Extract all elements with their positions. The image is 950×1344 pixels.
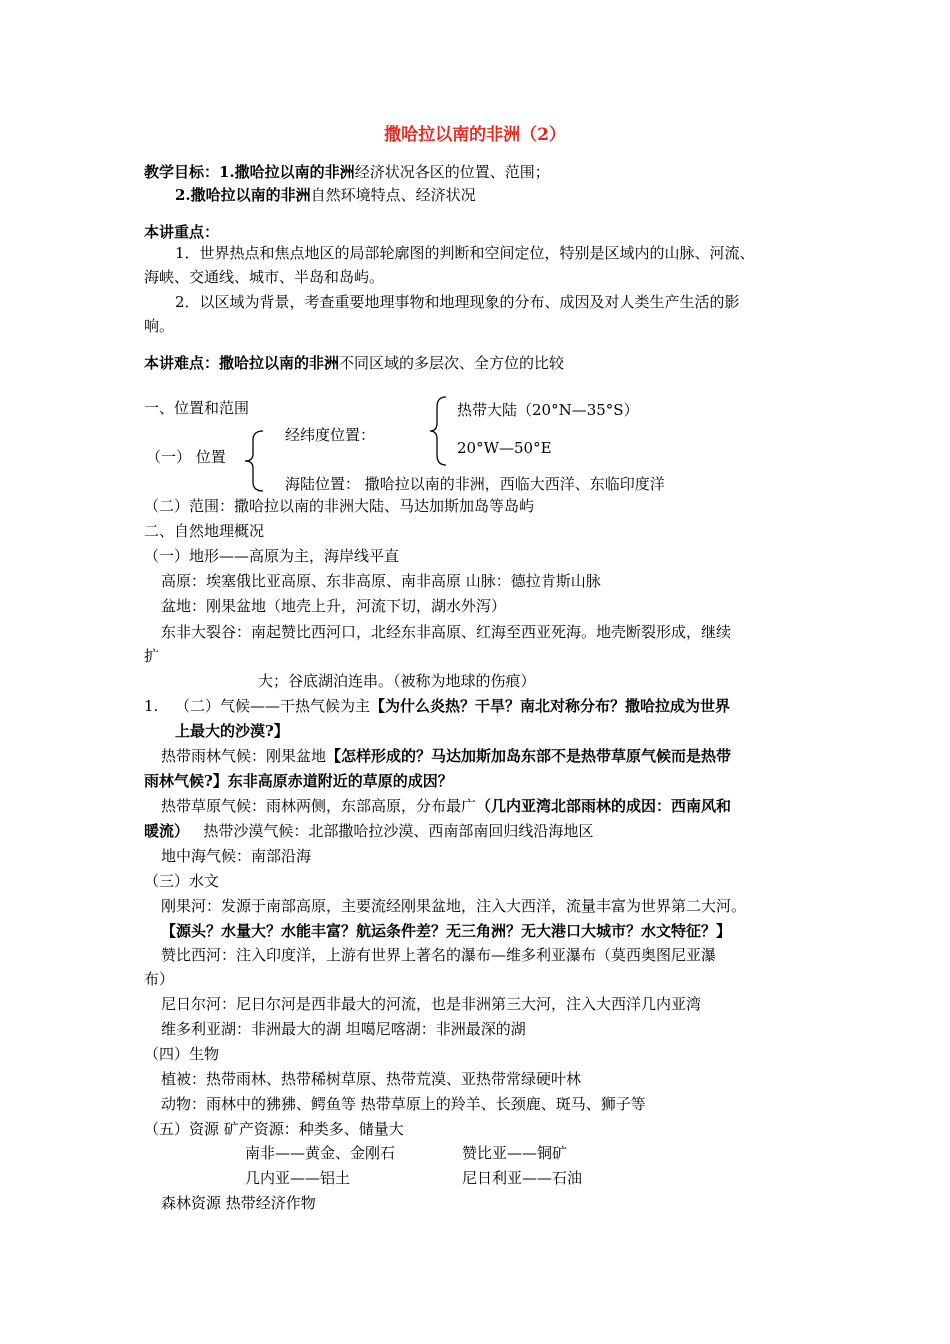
- savanna-question-2: 暖流）: [144, 822, 190, 840]
- key-points-label: 本讲重点：: [144, 223, 220, 241]
- objective-1-bold: 1.撒哈拉以南的非洲: [219, 163, 355, 181]
- resource-zambia: 赞比亚——铜矿: [462, 1144, 568, 1162]
- mediterranean-climate: 地中海气候：南部沿海: [161, 847, 312, 865]
- savanna-question: （几内亚湾北部雨林的成因：西南风和: [476, 797, 732, 815]
- objectives-line-1: [144, 162, 550, 182]
- rainforest-line: [161, 746, 731, 766]
- rainforest-question-2: 雨林气候?】东非高原赤道附近的草原的成因？: [144, 772, 453, 790]
- sea-land-position: 海陆位置： 撒哈拉以南的非洲，西临大西洋、东临印度洋: [285, 475, 665, 493]
- objective-2-text: 自然环境特点、经济状况: [310, 186, 476, 204]
- resource-nigeria: 尼日利亚——石油: [462, 1169, 583, 1187]
- key-point-2-line-1: 2．以区域为背景，考查重要地理事物和地理现象的分布、成因及对人类生产生活的影: [175, 293, 740, 311]
- savanna-text: 热带草原气候：雨林两侧，东部高原，分布最广: [161, 797, 477, 815]
- resource-guinea: 几内亚——铝土: [245, 1169, 351, 1187]
- terrain-basin: 盆地：刚果盆地（地壳上升，河流下切，湖水外泻）: [161, 597, 507, 615]
- page-title: 撒哈拉以南的非洲（2）: [384, 125, 566, 145]
- rainforest-question: 【怎样形成的？马达加斯加岛东部不是热带草原气候而是热带: [326, 747, 732, 765]
- longitude-range: 20°W—50°E: [457, 439, 552, 457]
- difficulty-label: 本讲难点：撒哈拉以南的非洲: [144, 354, 340, 372]
- position-label: （一） 位置: [146, 448, 226, 466]
- climate-heading-text: （二）气候——干热气候为主: [175, 697, 371, 715]
- latitude-range: 热带大陆（20°N—35°S）: [457, 401, 639, 419]
- congo-river: 刚果河：发源于南部高原，主要流经刚果盆地，注入大西洋，流量丰富为世界第二大河。: [161, 897, 747, 915]
- objectives-label: 教学目标：: [144, 163, 220, 181]
- key-point-1-line-2: 海峡、交通线、城市、半岛和岛屿。: [144, 268, 385, 286]
- lakes-line: 维多利亚湖：非洲最大的湖 坦噶尼喀湖：非洲最深的湖: [161, 1020, 526, 1038]
- section-2-heading: 二、自然地理概况: [144, 522, 265, 540]
- biology-heading: （四）生物: [144, 1045, 220, 1063]
- desert-climate: 热带沙漠气候：北部撒哈拉沙漠、西南部南回归线沿海地区: [189, 822, 594, 840]
- congo-questions: 【源头？水量大？水能丰富？航运条件差？无三角洲？无大港口大城市？水文特征？】: [161, 922, 732, 940]
- latlon-label: 经纬度位置：: [285, 426, 376, 444]
- rift-line-2: 扩: [144, 647, 160, 665]
- difficulty-line: [144, 353, 564, 373]
- animals-line: 动物：雨林中的狒狒、鳄鱼等 热带草原上的羚羊、长颈鹿、斑马、狮子等: [161, 1095, 646, 1113]
- terrain-plateau: 高原：埃塞俄比亚高原、东非高原、南非高原 山脉：德拉肯斯山脉: [161, 572, 601, 590]
- climate-heading: [175, 696, 730, 716]
- objective-1-text: 经济状况各区的位置、范围；: [354, 163, 550, 181]
- key-point-2-line-2: 响。: [144, 317, 175, 335]
- brace-large: [243, 430, 265, 492]
- zambezi-line-1: 赞比西河：注入印度洋，上游有世界上著名的瀑布—维多利亚瀑布（莫西奥图尼亚瀑: [161, 946, 717, 964]
- brace-small: [428, 396, 448, 466]
- difficulty-text: 不同区域的多层次、全方位的比较: [339, 354, 565, 372]
- hydrology-heading: （三）水文: [144, 872, 220, 890]
- vegetation-line: 植被：热带雨林、热带稀树草原、热带荒漠、亚热带常绿硬叶林: [161, 1070, 582, 1088]
- objectives-line-2: [175, 185, 476, 205]
- niger-river: 尼日尔河：尼日尔河是西非最大的河流，也是非洲第三大河，注入大西洋几内亚湾: [161, 995, 702, 1013]
- scope-line: （二）范围：撒哈拉以南的非洲大陆、马达加斯加岛等岛屿: [144, 497, 535, 515]
- resource-south-africa: 南非——黄金、金刚石: [245, 1144, 396, 1162]
- climate-question-2: 上最大的沙漠?】: [175, 722, 289, 740]
- savanna-line: [161, 796, 731, 816]
- section-1-heading: 一、位置和范围: [144, 399, 250, 417]
- objective-2-bold: 2.撒哈拉以南的非洲: [175, 186, 311, 204]
- key-point-1-line-1: 1．世界热点和焦点地区的局部轮廓图的判断和空间定位，特别是区域内的山脉、河流、: [175, 244, 755, 262]
- zambezi-line-2: 布）: [144, 970, 175, 988]
- rainforest-text: 热带雨林气候：刚果盆地: [161, 747, 327, 765]
- terrain-heading: （一）地形——高原为主，海岸线平直: [144, 547, 400, 565]
- rift-line-1: 东非大裂谷：南起赞比西河口，北经东非高原、红海至西亚死海。地壳断裂形成，继续: [161, 623, 732, 641]
- climate-question: 【为什么炎热？干旱？南北对称分布？撒哈拉成为世界: [370, 697, 731, 715]
- climate-number: 1.: [144, 697, 159, 715]
- rift-line-3: 大；谷底湖泊连串。（被称为地球的伤痕）: [258, 672, 536, 690]
- forest-resources: 森林资源 热带经济作物: [161, 1194, 316, 1212]
- resources-heading: （五）资源 矿产资源：种类多、储量大: [144, 1120, 404, 1138]
- savanna-desert-line: [144, 821, 593, 841]
